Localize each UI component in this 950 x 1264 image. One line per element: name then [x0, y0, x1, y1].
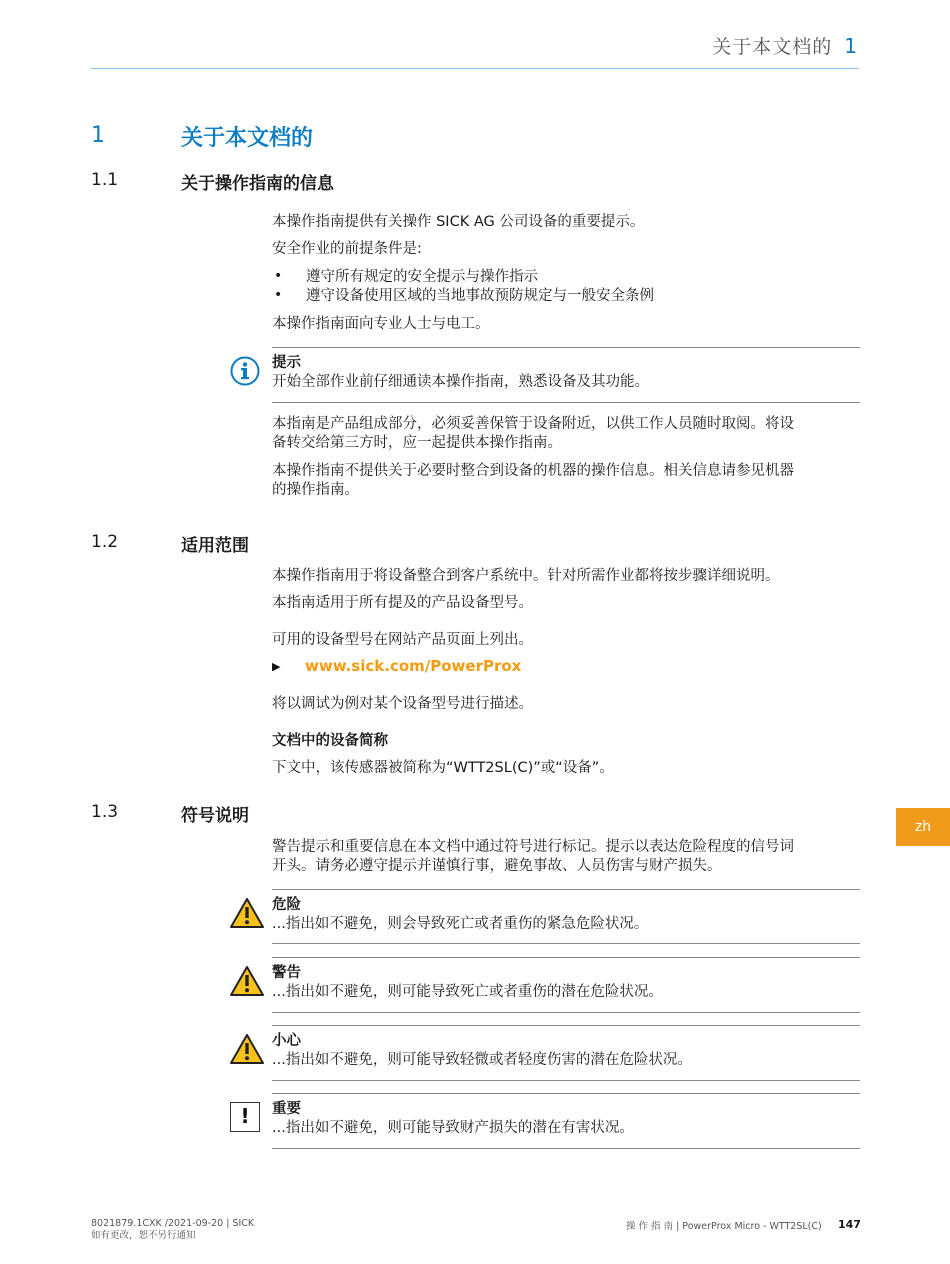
list-item: 遵守设备使用区域的当地事故预防规定与一般安全条例 [306, 288, 654, 304]
paragraph: 本操作指南面向专业人士与电工。 [272, 316, 490, 332]
warning-triangle-icon [229, 965, 265, 997]
info-icon [230, 356, 260, 386]
signal-text: ...指出如不避免，则可能导致财产损失的潜在有害状况。 [272, 1120, 634, 1136]
chapter-title: 关于本文档的 [181, 126, 314, 151]
section-1-3-number: 1.3 [91, 802, 119, 822]
warning-triangle-icon [229, 897, 265, 929]
paragraph: 本指南适用于所有提及的产品设备型号。 [272, 595, 533, 611]
signal-word-important: 重要 [272, 1101, 301, 1117]
arrow-right-icon: ▶ [272, 660, 281, 673]
section-1-1-title: 关于操作指南的信息 [181, 174, 334, 194]
section-1-3-title: 符号说明 [181, 806, 249, 826]
language-tab[interactable]: zh [896, 808, 950, 846]
footer-manual-title: 操 作 指 南 | PowerProx Micro - WTT2SL(C) [626, 1221, 822, 1232]
page-number: 147 [838, 1218, 861, 1231]
header-divider [91, 68, 859, 69]
signal-block-top-rule [272, 1025, 860, 1026]
footer-doc-id: 8021879.1CXK /2021-09-20 | SICK [91, 1218, 255, 1229]
signal-block-top-rule [272, 957, 860, 958]
chapter-number: 1 [91, 123, 105, 148]
list-item: 遵守所有规定的安全提示与操作指示 [306, 269, 538, 285]
note-bottom-rule [272, 402, 860, 403]
note-text: 开始全部作业前仔细通读本操作指南，熟悉设备及其功能。 [272, 374, 649, 390]
footer-document-info [91, 1218, 254, 1242]
paragraph: 下文中，该传感器被简称为“WTT2SL(C)”或“设备”。 [272, 760, 614, 776]
paragraph [272, 415, 862, 453]
bullet-marker: • [274, 287, 283, 303]
paragraph: 本操作指南用于将设备整合到客户系统中。针对所需作业都将按步骤详细说明。 [272, 568, 780, 584]
signal-block-bottom-rule [272, 1080, 860, 1081]
paragraph-line: 的操作指南。 [272, 482, 359, 498]
exclamation-icon: ! [230, 1102, 260, 1132]
signal-text: ...指出如不避免，则可能导致轻微或者轻度伤害的潜在危险状况。 [272, 1052, 692, 1068]
note-top-rule [272, 347, 860, 348]
paragraph [272, 462, 862, 500]
signal-text: ...指出如不避免，则会导致死亡或者重伤的紧急危险状况。 [272, 916, 649, 932]
paragraph-line: 备转交给第三方时，应一起提供本操作指南。 [272, 435, 562, 451]
signal-word-warning: 警告 [272, 965, 301, 981]
running-header [712, 32, 858, 59]
note-title: 提示 [272, 355, 301, 371]
section-1-2-title: 适用范围 [181, 536, 249, 556]
powerprox-link[interactable]: www.sick.com/PowerProx [305, 657, 522, 675]
running-header-title: 关于本文档的 [712, 36, 833, 58]
subheading: 文档中的设备简称 [272, 733, 388, 749]
signal-block-bottom-rule [272, 1012, 860, 1013]
paragraph-line: 开头。请务必遵守提示并谨慎行事，避免事故、人员伤害与财产损失。 [272, 858, 722, 874]
signal-text: ...指出如不避免，则可能导致死亡或者重伤的潜在危险状况。 [272, 984, 663, 1000]
paragraph: 将以调试为例对某个设备型号进行描述。 [272, 696, 533, 712]
paragraph-line: 本操作指南不提供关于必要时整合到设备的机器的操作信息。相关信息请参见机器 [272, 463, 794, 479]
signal-block-top-rule [272, 889, 860, 890]
running-header-number: 1 [844, 34, 858, 58]
paragraph: 本操作指南提供有关操作 SICK AG 公司设备的重要提示。 [272, 214, 645, 230]
footer-notice: 如有更改，恕不另行通知 [91, 1230, 196, 1241]
paragraph [272, 838, 862, 876]
paragraph: 安全作业的前提条件是: [272, 241, 422, 257]
section-1-2-number: 1.2 [91, 532, 119, 552]
paragraph-line: 警告提示和重要信息在本文档中通过符号进行标记。提示以表达危险程度的信号词 [272, 839, 794, 855]
signal-word-caution: 小心 [272, 1033, 301, 1049]
section-1-1-number: 1.1 [91, 170, 119, 190]
warning-triangle-icon [229, 1033, 265, 1065]
signal-block-bottom-rule [272, 943, 860, 944]
paragraph-line: 本指南是产品组成部分，必须妥善保管于设备附近，以供工作人员随时取阅。将设 [272, 416, 794, 432]
bullet-marker: • [274, 268, 283, 284]
signal-block-top-rule [272, 1093, 860, 1094]
signal-block-bottom-rule [272, 1148, 860, 1149]
paragraph: 可用的设备型号在网站产品页面上列出。 [272, 632, 533, 648]
signal-word-danger: 危险 [272, 897, 301, 913]
